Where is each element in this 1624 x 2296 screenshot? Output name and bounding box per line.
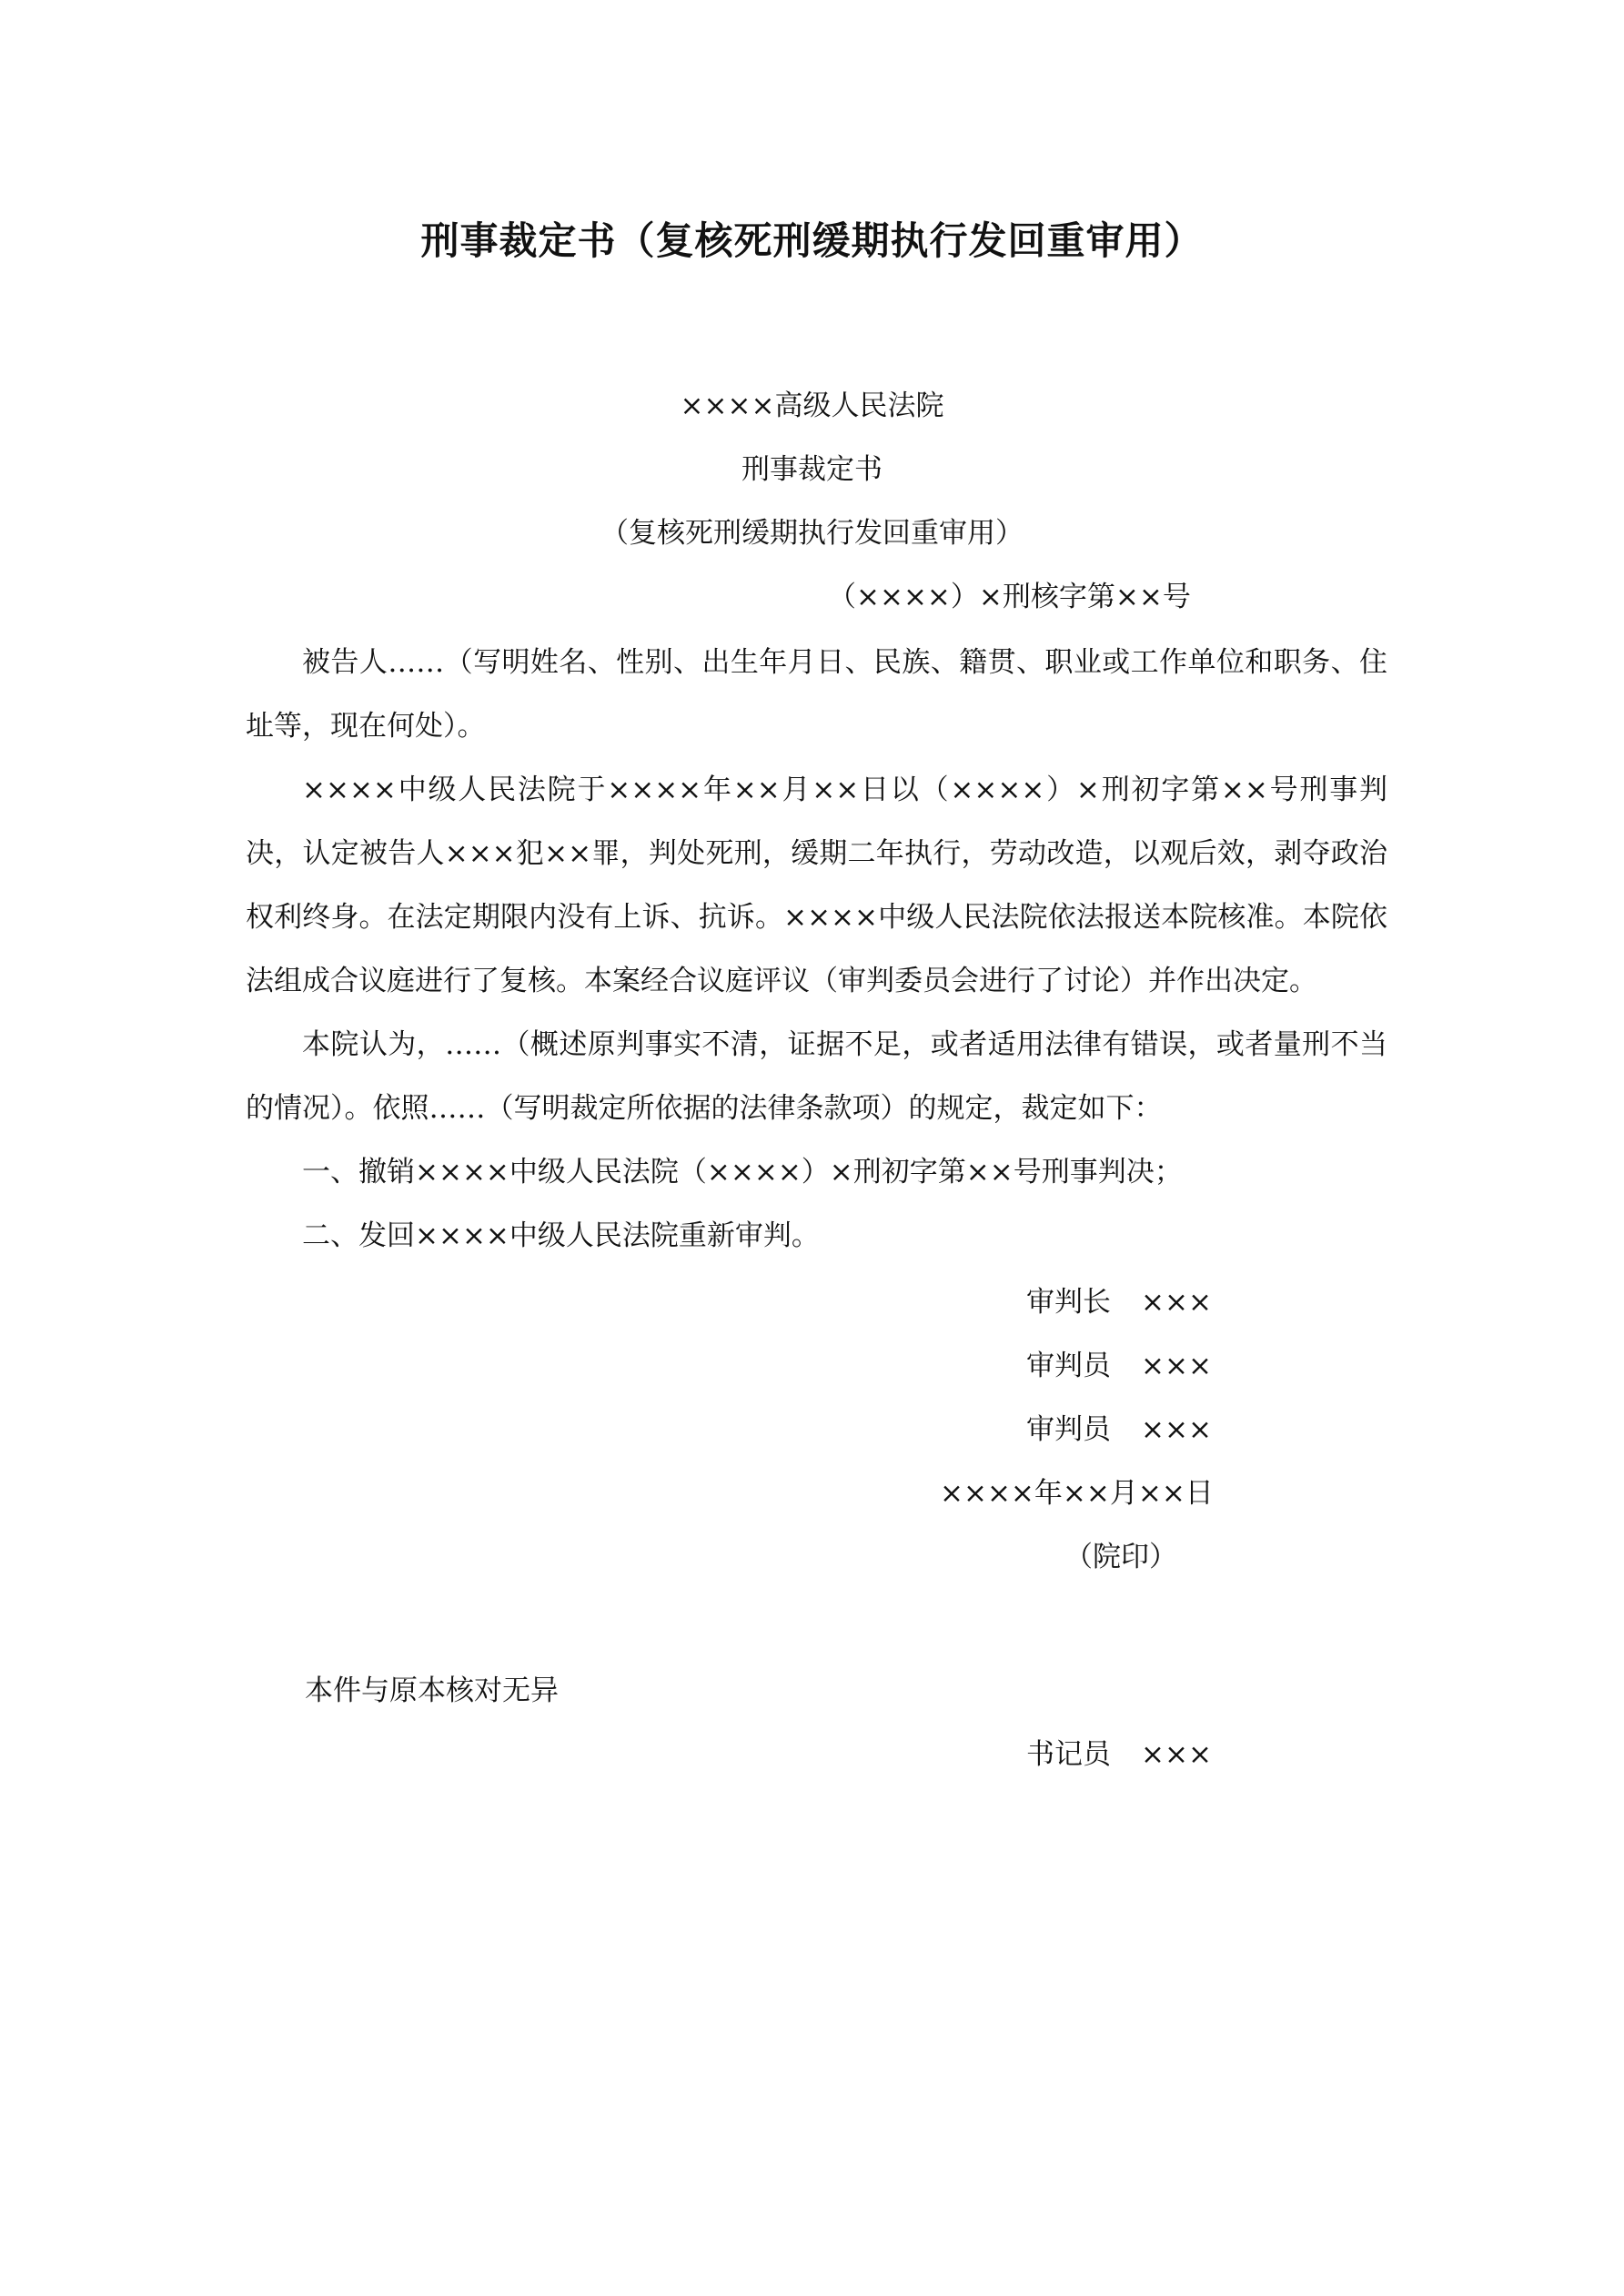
ruling-date: ××××年××月××日 <box>940 1477 1214 1510</box>
document-body <box>246 631 1387 1268</box>
signature-presiding-judge <box>1026 1279 1212 1320</box>
document-type: 刑事裁定书 <box>741 453 883 486</box>
paragraph-procedure: ××××中级人民法院于××××年××月××日以（××××）×刑初字第××号刑事判决，认定被告人×××犯××罪，判处死刑，缓期二年执行，劳动改造，以观后效，剥夺政治权利终身。在法定期限内没有上诉、抗诉。××××中级人民法院依法报送本院核准。本院依法组成合议庭进行了复核。本案经合议庭评议（审判委员会进行了讨论）并作出决定。 <box>246 774 1387 997</box>
signature-judge-1 <box>1026 1342 1212 1383</box>
ruling-item-2: 二、发回××××中级人民法院重新审判。 <box>302 1219 820 1252</box>
paragraph-defendant: 被告人……（写明姓名、性别、出生年月日、民族、籍贯、职业或工作单位和职务、住址等，现在何处）。 <box>246 646 1387 743</box>
document-title: 刑事裁定书（复核死刑缓期执行发回重审用） <box>420 218 1204 263</box>
signature-role: 书记员 <box>1026 1738 1111 1771</box>
signature-judge-2 <box>1026 1406 1212 1447</box>
signature-name: ××× <box>1141 1738 1212 1771</box>
court-seal: （院印） <box>1064 1541 1177 1573</box>
ruling-item-1: 一、撤销××××中级人民法院（××××）×刑初字第××号刑事判决； <box>302 1156 1183 1188</box>
case-number: （××××）×刑核字第××号 <box>828 581 1191 613</box>
signature-name: ××× <box>1141 1286 1212 1319</box>
signature-role: 审判员 <box>1026 1413 1111 1446</box>
paragraph-opinion: 本院认为，……（概述原判事实不清，证据不足，或者适用法律有错误，或者量刑不当的情况）。依照……（写明裁定所依据的法律条款项）的规定，裁定如下： <box>246 1028 1387 1125</box>
copy-verification-note: 本件与原本核对无异 <box>305 1674 559 1707</box>
signature-role: 审判长 <box>1026 1286 1111 1319</box>
signature-role: 审判员 <box>1026 1350 1111 1382</box>
court-name: ××××高级人民法院 <box>680 389 944 422</box>
signature-name: ××× <box>1141 1350 1212 1382</box>
document-subtype: （复核死刑缓期执行发回重审用） <box>600 517 1024 550</box>
signature-name: ××× <box>1141 1413 1212 1446</box>
signature-clerk <box>1026 1731 1212 1772</box>
